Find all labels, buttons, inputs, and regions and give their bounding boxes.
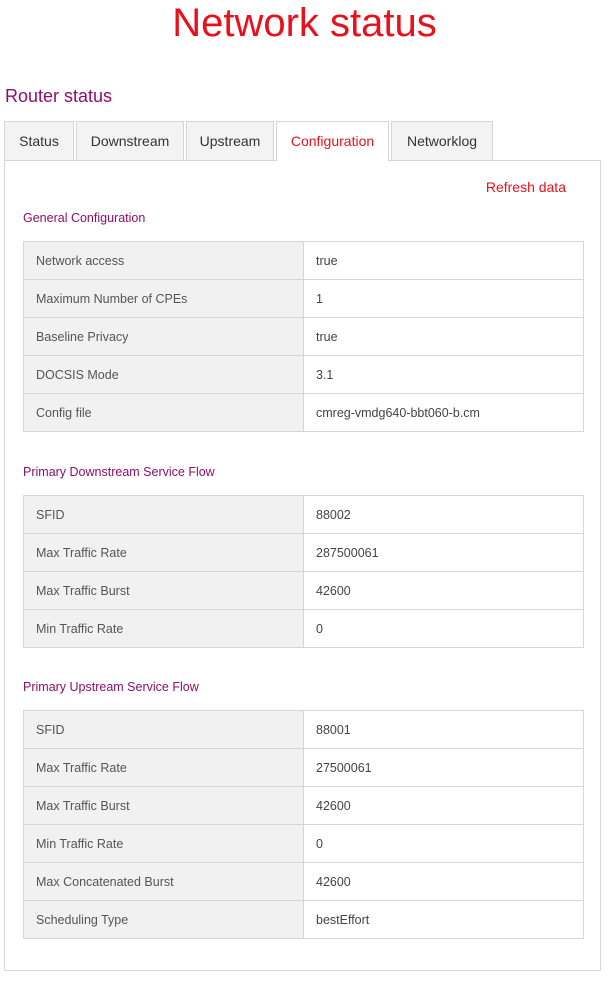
row-key: SFID [24,496,304,534]
tab-upstream[interactable]: Upstream [186,121,274,161]
section-title: Router status [5,86,113,106]
table-row [24,749,584,787]
table-row [24,787,584,825]
row-value: 1 [304,280,584,318]
general-configuration-table [23,241,584,432]
row-value: 27500061 [304,749,584,787]
table-row [24,496,584,534]
row-key: Baseline Privacy [24,318,304,356]
table-row [24,280,584,318]
row-value: true [304,318,584,356]
upstream-flow-table [23,710,584,939]
tab-configuration[interactable]: Configuration [276,121,389,162]
row-key: DOCSIS Mode [24,356,304,394]
table-row [24,394,584,432]
table-row [24,318,584,356]
refresh-data-link[interactable]: Refresh data [485,179,566,195]
row-key: Max Concatenated Burst [24,863,304,901]
downstream-flow-title: Primary Downstream Service Flow [23,465,215,479]
page-title: Network status [172,1,437,45]
row-key: Scheduling Type [24,901,304,939]
tab-bar [4,121,495,161]
table-row [24,242,584,280]
tab-status[interactable]: Status [4,121,74,161]
downstream-flow-table [23,495,584,648]
general-configuration-title: General Configuration [23,211,146,225]
tab-networklog[interactable]: Networklog [391,121,493,161]
row-value: 88002 [304,496,584,534]
row-key: Config file [24,394,304,432]
configuration-panel [4,160,601,971]
row-value: 3.1 [304,356,584,394]
row-key: Max Traffic Burst [24,787,304,825]
row-key: Max Traffic Rate [24,749,304,787]
row-value: cmreg-vmdg640-bbt060-b.cm [304,394,584,432]
row-value: 0 [304,610,584,648]
table-row [24,711,584,749]
row-value: 287500061 [304,534,584,572]
row-key: Maximum Number of CPEs [24,280,304,318]
row-key: Max Traffic Rate [24,534,304,572]
table-row [24,572,584,610]
row-key: Max Traffic Burst [24,572,304,610]
upstream-flow-title: Primary Upstream Service Flow [23,680,199,694]
row-value: 42600 [304,787,584,825]
row-value: 42600 [304,572,584,610]
table-row [24,610,584,648]
row-value: 88001 [304,711,584,749]
row-key: Min Traffic Rate [24,825,304,863]
row-key: SFID [24,711,304,749]
table-row [24,863,584,901]
table-row [24,356,584,394]
table-row [24,825,584,863]
row-key: Min Traffic Rate [24,610,304,648]
table-row [24,534,584,572]
row-value: true [304,242,584,280]
table-row [24,901,584,939]
row-value: bestEffort [304,901,584,939]
row-key: Network access [24,242,304,280]
tab-downstream[interactable]: Downstream [76,121,184,161]
row-value: 42600 [304,863,584,901]
row-value: 0 [304,825,584,863]
